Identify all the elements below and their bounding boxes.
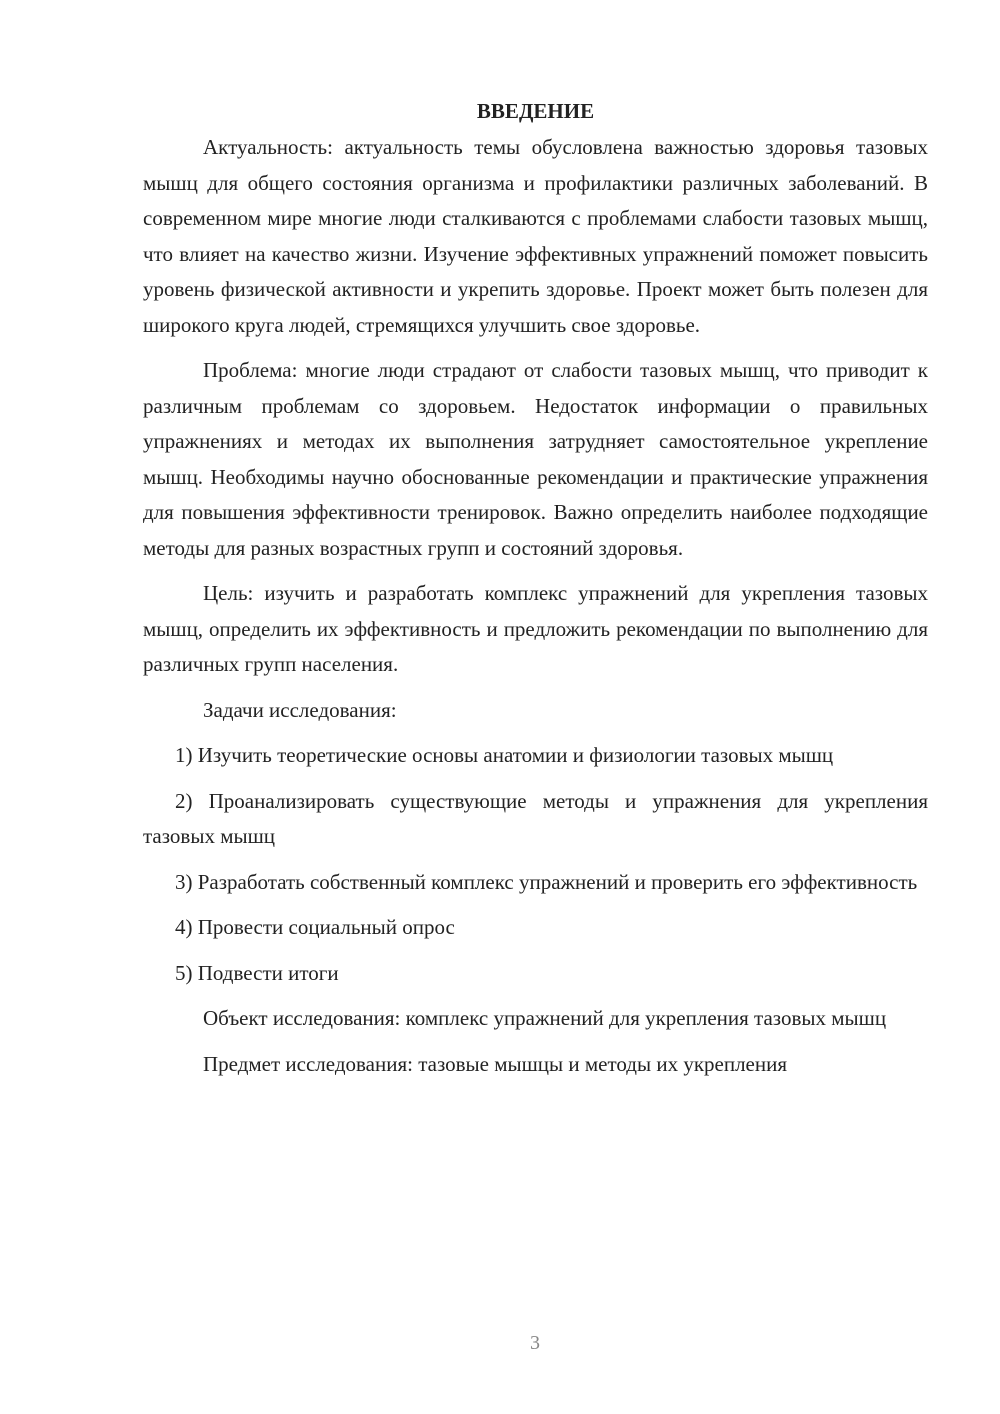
task-item: 4) Провести социальный опрос	[175, 915, 455, 939]
object-paragraph: Объект исследования: комплекс упражнений для укрепления тазовых мышц	[203, 1006, 887, 1030]
task-item: 3) Разработать собственный комплекс упражнений и проверить его эффективность	[175, 869, 918, 894]
page-title: ВВЕДЕНИЕ	[476, 99, 595, 123]
task-item: 1) Изучить теоретические основы анатомии и физиологии тазовых мышц	[175, 743, 834, 767]
page-number: 3	[530, 1332, 540, 1354]
document-page	[143, 96, 928, 1082]
task-item: 2) Проанализировать существующие методы и упражнения для укрепления тазовых мышц	[143, 788, 928, 848]
task-item: 5) Подвести итоги	[175, 960, 339, 985]
problem-paragraph: Проблема: многие люди страдают от слабости тазовых мышц, что приводит к различным проблемам со здоровьем. Недостаток информации о правильных упражнениях и методах их выполнения затрудняет самостоятельное укрепление мышц. Необходимы научно обоснованные рекомендации и практические упражнения для повышения эффективности тренировок. Важно определить наиболее подходящие методы для разных возрастных групп и состояний здоровья.	[143, 358, 928, 560]
tasks-heading: Задачи исследования:	[203, 697, 397, 722]
goal-paragraph: Цель: изучить и разработать комплекс упражнений для укрепления тазовых мышц, определить их эффективность и предложить рекомендации по выполнению для различных групп населения.	[143, 581, 928, 676]
subject-paragraph: Предмет исследования: тазовые мышцы и методы их укрепления	[203, 1051, 788, 1076]
relevance-paragraph: Актуальность: актуальность темы обусловлена важностью здоровья тазовых мышц для общего состояния организма и профилактики различных заболеваний. В современном мире многие люди сталкиваются с проблемами слабости тазовых мышц, что влияет на качество жизни. Изучение эффективных упражнений поможет повысить уровень физической активности и укрепить здоровье. Проект может быть полезен для широкого круга людей, стремящихся улучшить свое здоровье.	[143, 135, 928, 337]
